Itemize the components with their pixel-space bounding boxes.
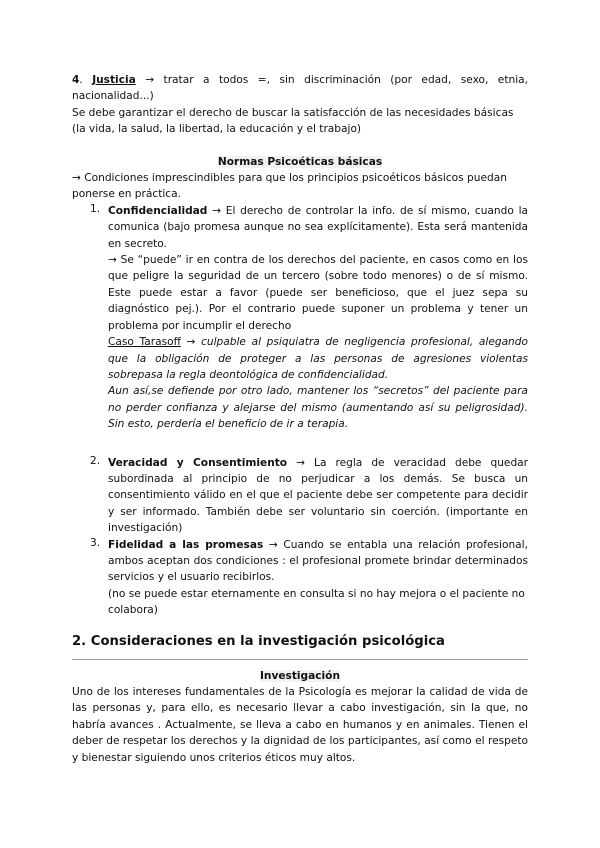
list-item	[72, 537, 528, 619]
normas-intro: → Condiciones imprescindibles para que los principios psicoéticos básicos puedan ponerse en práctica.	[72, 172, 507, 201]
justicia-paragraph: Se debe garantizar el derecho de buscar la satisfacción de las necesidades básicas (la vida, la salud, la libertad, la educación y el trabajo)	[72, 106, 514, 136]
justicia-term: Justicia	[92, 74, 136, 86]
investigacion-heading-wrap	[72, 668, 528, 684]
item-term: Fidelidad a las promesas	[108, 538, 264, 551]
list-item	[72, 455, 528, 537]
case-text: → culpable al psiquiatra de negligencia profesional, alegando que la obligación de proteger a las personas de agresiones violentas sobrepasa la regla deontológica de confidencialidad.	[108, 336, 528, 381]
case-text-2: Aun así,se defiende por otro lado, mantener los “secretos” del paciente para no perder confianza y alejarse del mismo (aumentando así su peligrosidad). Sin esto, perdería el beneficio de ir a terapia.	[108, 385, 528, 431]
normas-list	[72, 203, 528, 619]
divider	[72, 659, 528, 660]
item-term: Confidencialidad	[108, 204, 208, 217]
item-extra: (no se puede estar eternamente en consulta si no hay mejora o el paciente no colabora)	[108, 587, 525, 617]
section-number: 4	[72, 74, 80, 86]
item-term: Veracidad y Consentimiento	[108, 456, 288, 469]
item-text: → La regla de veracidad debe quedar subordinada al principio de no perjudicar a los demás. Se busca un consentimiento válido en el que el paciente debe ser competente para decidir y ser informado. También debe ser voluntario sin coerción. (importante en investigación)	[108, 456, 529, 535]
investigacion-heading: Investigación	[259, 669, 341, 682]
item-text: → El derecho de controlar la info. de sí mismo, cuando la comunica (bajo promesa aunque no sea explícitamente). Esta será mantenida en secreto.	[108, 204, 529, 250]
item-number: 1.	[90, 202, 101, 215]
item-number: 3.	[90, 536, 101, 549]
justicia-line: 4. Justicia → tratar a todos =, sin discriminación (por edad, sexo, etnia, nacionalidad...)	[72, 74, 528, 103]
item-number: 2.	[90, 454, 101, 467]
list-item	[72, 203, 528, 433]
justicia-text: → tratar a todos =, sin discriminación (por edad, sexo, etnia, nacionalidad...)	[72, 74, 528, 103]
item-text: → Cuando se entabla una relación profesional, ambos aceptan dos condiciones : el profesional promete brindar determinados servicios y el usuario recibirlos.	[108, 538, 528, 584]
normas-heading: Normas Psicoéticas básicas	[217, 155, 383, 168]
normas-heading-wrap	[72, 154, 528, 170]
case-label: Caso Tarasoff	[108, 336, 181, 349]
document-page	[72, 72, 528, 766]
section-heading: 2. Consideraciones en la investigación psicológica	[72, 633, 445, 649]
item-extra: → Se “puede” ir en contra de los derechos del paciente, en casos como en los que peligre la seguridad de un tercero (sobre todo menores) o de sí mismo. Este puede estar a favor (puede ser beneficioso, que el juez sepa su diagnóstico pej.). Por el contrario puede suponer un problema y tener un problema por incumplir el derecho	[108, 254, 528, 332]
investigacion-paragraph: Uno de los intereses fundamentales de la Psicología es mejorar la calidad de vida de las personas y, para ello, es necesario llevar a cabo investigación, sin la que, no habría avances . Actualmente, se lleva a cabo en humanos y en animales. Tienen el deber de respetar los derechos y la dignidad de los participantes, así como el respeto y bienestar siguiendo unos criterios éticos muy altos.	[72, 686, 528, 764]
